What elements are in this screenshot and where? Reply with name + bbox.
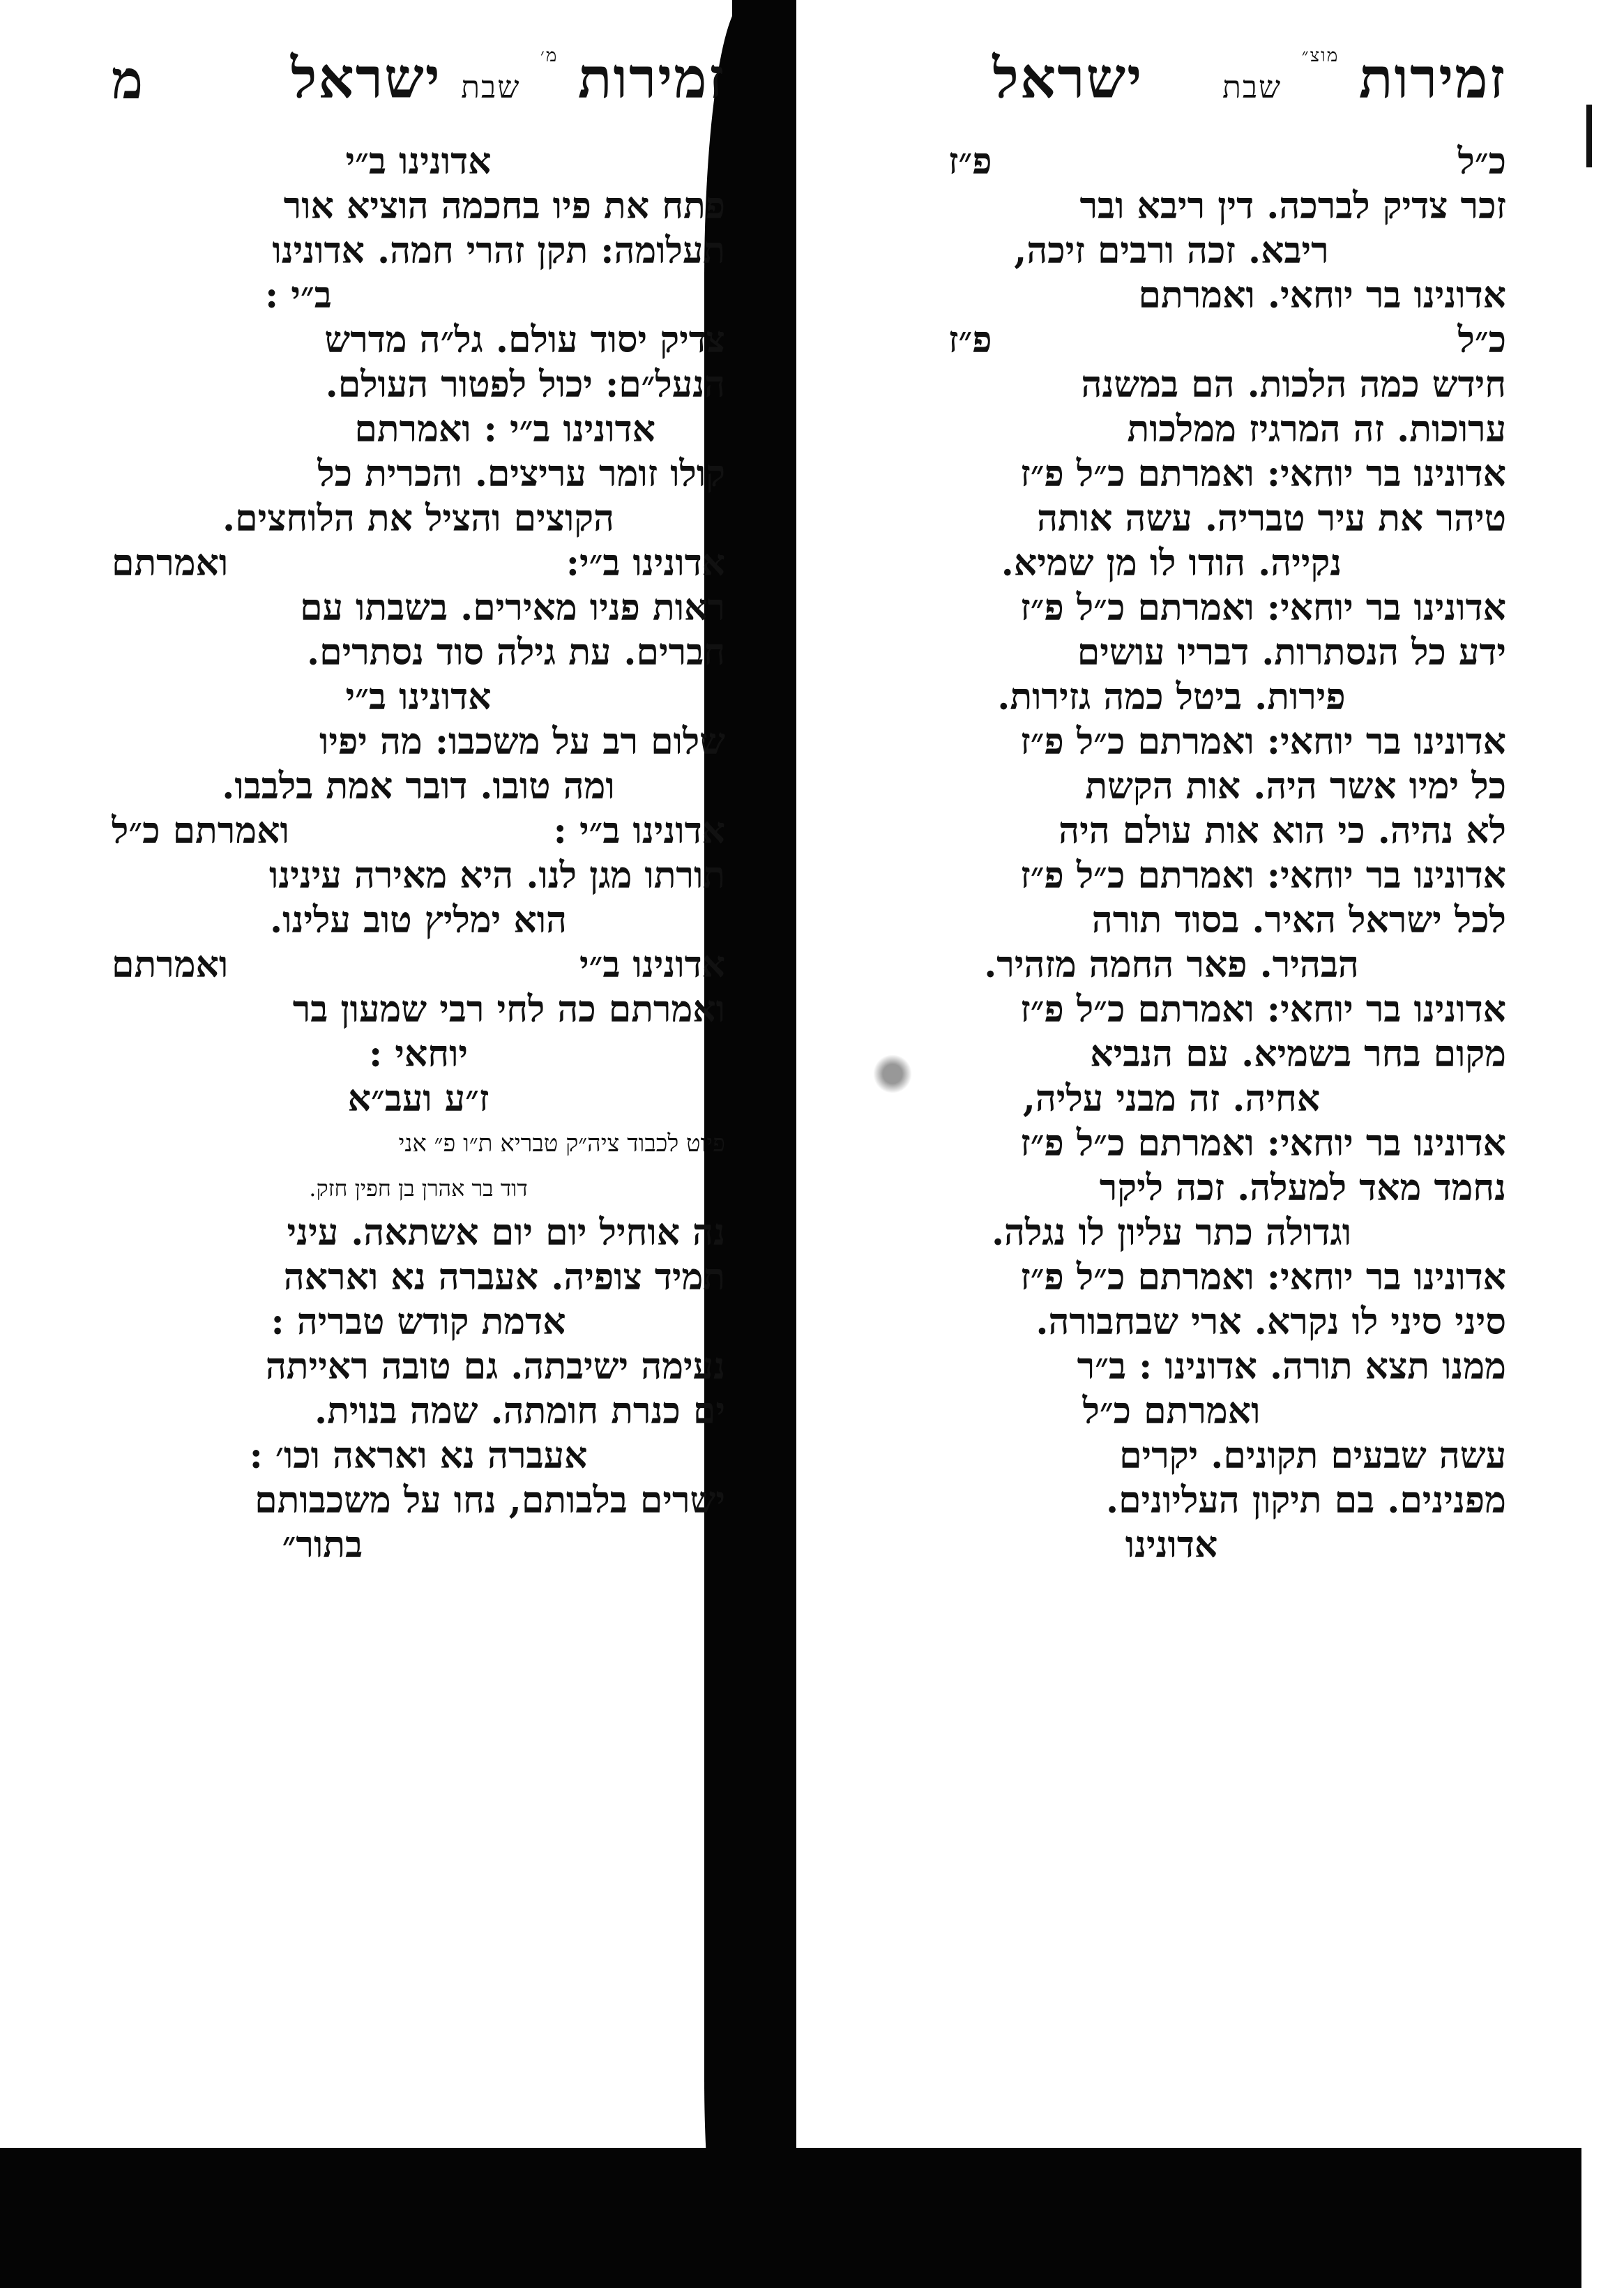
text-line: אדונינו בר יוחאי: ואמרתם כ״ל פ״ז [1020, 1122, 1506, 1165]
text-fragment: ואמרתם [112, 944, 229, 986]
text-line: ים כנרת חומתה. שמה בנוית. [314, 1390, 725, 1432]
page-edge-mark [1586, 105, 1592, 167]
text-fragment: פ״ז [948, 319, 992, 361]
text-line: אדונינו בר יוחאי. ואמרתם [1138, 274, 1506, 317]
text-fragment: פ״ז [948, 140, 992, 183]
text-line: ריבא. זכה ורבים זיכה, [1014, 229, 1329, 272]
text-line: ואמרתם כ״ל [1082, 1390, 1261, 1432]
text-line: צדיק יסוד עולם. גל״ה מדרש [324, 319, 725, 361]
text-fragment: כ״ל [1457, 319, 1506, 361]
text-line: ישרים בלבותם, נחו על משכבותם [255, 1479, 725, 1522]
text-line: ידע כל הנסתרות. דבריו עושים [1077, 631, 1506, 674]
text-line: אדמת קודש טבריה : [271, 1301, 566, 1343]
text-line: קולו זומר עריצים. והכרית כל [317, 453, 725, 495]
text-line: כל ימיו אשר היה. אות הקשת [1085, 765, 1506, 808]
text-line: נחמד מאד למעלה. זכה ליקר [1099, 1167, 1506, 1209]
text-line: ממנו תצא תורה. אדונינו : ב״ר [1077, 1345, 1506, 1388]
text-line-split [837, 139, 1506, 184]
text-fragment: אדונינו ב״י [579, 944, 725, 986]
text-line-split [112, 943, 725, 987]
text-line-split [112, 809, 725, 854]
text-fragment: אדונינו ב״י: [566, 542, 725, 584]
poem-attribution: פיוט לכבוד ציה״ק טבריא ת״ו פ״ אני [398, 1130, 725, 1158]
scan-right-margin [1581, 0, 1624, 2288]
text-line: חברים. עת גילה סוד נסתרים. [307, 631, 725, 674]
left-page [112, 42, 725, 1568]
text-line: וגדולה כתר עליון לו נגלה. [991, 1211, 1352, 1254]
text-line: זכר צדיק לברכה. דין ריבא ובר [1079, 185, 1506, 227]
text-line: סיני סיני לו נקרא. ארי שבחבורה. [1035, 1301, 1506, 1343]
text-line: שלום רב על משכבו: מה יפיו [319, 720, 725, 763]
text-line: תעלומה: תקן זהרי חמה. אדונינו [272, 229, 725, 272]
text-line: חידש כמה הלכות. הם במשנה [1081, 363, 1506, 406]
text-line: תורתו מגן לנו. היא מאירה עינינו [268, 854, 725, 897]
left-page-number: מ [112, 49, 145, 111]
text-line: אעברה נא ואראה וכו׳ : [249, 1434, 588, 1477]
text-fragment: ואמרתם כ״ל [112, 810, 289, 852]
book-spine-gutter [732, 0, 796, 2288]
text-line: אדונינו בר יוחאי: ואמרתם כ״ל פ״ז [1020, 586, 1506, 629]
text-line: הקוצים והציל את הלוחצים. [222, 497, 614, 540]
text-line: נעימה ישיבתה. גם טובה ראייתה [265, 1345, 725, 1388]
left-page-header [112, 42, 725, 112]
text-fragment: אדונינו ב״י : [553, 810, 725, 852]
text-line: ואמרתם כה לחי רבי שמעון בר [292, 988, 725, 1031]
text-line: תמיד צופיה. אעברה נא ואראה [283, 1256, 725, 1298]
text-line: יוחאי : [368, 1033, 469, 1075]
text-line: הוא ימליץ טוב עלינו. [270, 899, 567, 941]
right-header-title: זמירות $^{מוצ״}$ שבת ישראל [992, 45, 1506, 111]
text-line: הבהיר. פאר החמה מזהיר. [984, 944, 1359, 986]
scan-bottom-border [0, 2148, 1624, 2288]
text-line: אדונינו [1125, 1524, 1218, 1566]
text-line: ערוכות. זה המרגיז ממלכות [1127, 408, 1506, 450]
text-line: טיהר את עיר טבריה. עשה אותה [1037, 497, 1506, 540]
text-line: אדונינו ב״י [345, 140, 492, 183]
text-line: אדונינו ב״י : ואמרתם [354, 408, 655, 450]
text-line: אדונינו בר יוחאי: ואמרתם כ״ל פ״ז [1020, 720, 1506, 763]
text-fragment: כ״ל [1457, 140, 1506, 183]
text-line: בתור״ [282, 1524, 363, 1566]
text-line: ראות פניו מאירים. בשבתו עם [300, 586, 725, 629]
left-header-title: זמירות $^{מ׳}$ שבת ישראל [291, 45, 725, 111]
text-line: אדונינו ב״י [345, 676, 492, 718]
text-line: מפנינים. בם תיקון העליונים. [1105, 1479, 1506, 1522]
text-line: עשה שבעים תקונים. יקרים [1119, 1434, 1506, 1477]
text-line: אדונינו בר יוחאי: ואמרתם כ״ל פ״ז [1020, 453, 1506, 495]
poem-attribution: דוד בר אהרן בן חפין חזק. [309, 1175, 528, 1202]
text-line: נקייה. הודו לו מן שמיא. [1001, 542, 1342, 584]
text-line: ומה טובו. דובר אמת בלבבו. [222, 765, 615, 808]
section-heading: ז״ע ועב״א [347, 1077, 490, 1120]
right-page-header [837, 42, 1506, 112]
text-line: פירות. ביטל כמה גזירות. [997, 676, 1346, 718]
text-line: לא נהיה. כי הוא אות עולם היה [1058, 810, 1506, 852]
text-line: אדונינו בר יוחאי: ואמרתם כ״ל פ״ז [1020, 1256, 1506, 1298]
text-line: ב״י : [265, 274, 332, 317]
text-line-split [837, 318, 1506, 363]
text-line: הנעל״ם: יכול לפטור העולם. [325, 363, 725, 406]
text-line: לכל ישראל האיר. בסוד תורה [1091, 899, 1506, 941]
text-line: פתח את פיו בחכמה הוציא אור [283, 185, 725, 227]
text-line-split [112, 541, 725, 586]
text-line: נה אוחיל יום יום אשתאה. עיני [287, 1211, 725, 1254]
text-line: אדונינו בר יוחאי: ואמרתם כ״ל פ״ז [1020, 854, 1506, 897]
right-page [837, 42, 1506, 1568]
text-line: אחיה. זה מבני עליה, [1022, 1077, 1321, 1120]
text-line: מקום בחר בשמיא. עם הנביא [1090, 1033, 1506, 1075]
text-line: אדונינו בר יוחאי: ואמרתם כ״ל פ״ז [1020, 988, 1506, 1031]
text-fragment: ואמרתם [112, 542, 229, 584]
